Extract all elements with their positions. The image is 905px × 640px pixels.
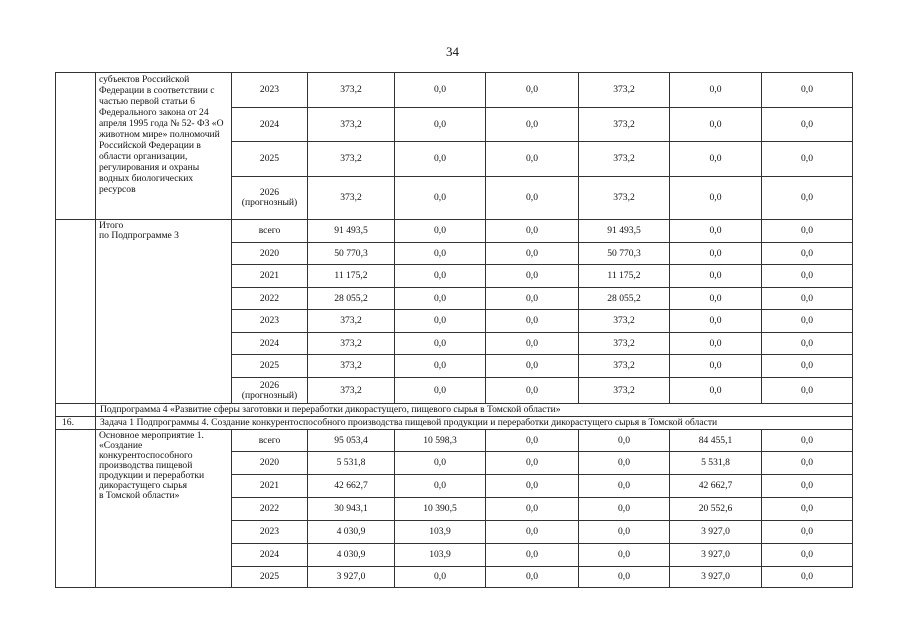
value-cell: 30 943,1 — [308, 498, 395, 521]
value-cell: 373,2 — [579, 333, 670, 355]
value-cell: 0,0 — [762, 265, 853, 288]
value-cell: 0,0 — [486, 475, 579, 498]
value-cell: 0,0 — [395, 265, 486, 288]
value-cell: 0,0 — [762, 544, 853, 567]
description-cell — [96, 220, 232, 404]
value-cell: 373,2 — [308, 142, 395, 177]
value-cell: 373,2 — [308, 177, 395, 220]
value-cell: 0,0 — [670, 243, 762, 265]
value-cell: 373,2 — [579, 108, 670, 142]
description-line: дикорастущего сырья — [99, 480, 187, 491]
value-cell: 0,0 — [395, 333, 486, 355]
value-cell: 0,0 — [486, 521, 579, 544]
value-cell: 0,0 — [579, 475, 670, 498]
value-cell: 0,0 — [486, 567, 579, 588]
value-cell: 373,2 — [308, 108, 395, 142]
value-cell: 0,0 — [486, 108, 579, 142]
value-cell: 103,9 — [395, 544, 486, 567]
value-cell: 42 662,7 — [670, 475, 762, 498]
value-cell: 0,0 — [762, 142, 853, 177]
value-cell: 0,0 — [670, 310, 762, 333]
value-cell: 28 055,2 — [308, 288, 395, 310]
value-cell: 0,0 — [395, 73, 486, 108]
value-cell: 0,0 — [395, 220, 486, 243]
description-line: конкурентоспособного — [99, 450, 193, 461]
value-cell: 0,0 — [579, 567, 670, 588]
value-cell: 103,9 — [395, 521, 486, 544]
year-cell — [232, 142, 308, 177]
year-label: 2020 — [259, 457, 280, 468]
value-cell: 373,2 — [579, 355, 670, 378]
year-cell — [232, 333, 308, 355]
year-label: 2020 — [259, 247, 280, 259]
value-cell: 0,0 — [670, 378, 762, 404]
year-label: 2025 — [259, 153, 280, 164]
index-cell — [56, 404, 96, 417]
value-cell: 0,0 — [486, 288, 579, 310]
value-cell: 373,2 — [308, 73, 395, 108]
value-cell: 373,2 — [579, 378, 670, 404]
year-cell — [232, 498, 308, 521]
value-cell: 0,0 — [762, 220, 853, 243]
value-cell: 0,0 — [579, 498, 670, 521]
value-cell: 0,0 — [486, 142, 579, 177]
value-cell: 5 531,8 — [670, 452, 762, 475]
value-cell: 373,2 — [308, 310, 395, 333]
value-cell: 0,0 — [486, 498, 579, 521]
subprogram-banner: Подпрограмма 4 «Развитие сферы заготовки и переработки дикорастущего, пищевого сырья в Томской области» — [96, 404, 853, 417]
value-cell: 0,0 — [395, 452, 486, 475]
value-cell: 0,0 — [762, 288, 853, 310]
year-label: всего — [258, 434, 281, 446]
year-cell — [232, 544, 308, 567]
year-cell — [232, 475, 308, 498]
value-cell: 0,0 — [670, 142, 762, 177]
value-cell: 0,0 — [395, 310, 486, 333]
value-cell: 20 552,6 — [670, 498, 762, 521]
year-label: 2025 — [259, 571, 280, 582]
year-label: 2022 — [259, 292, 280, 304]
value-cell: 0,0 — [762, 243, 853, 265]
year-label: всего — [258, 225, 281, 236]
year-label: 2024 — [259, 118, 280, 130]
year-label: 2025 — [259, 360, 280, 371]
value-cell: 0,0 — [395, 177, 486, 220]
value-cell: 0,0 — [579, 452, 670, 475]
value-cell: 0,0 — [762, 73, 853, 108]
value-cell: 4 030,9 — [308, 521, 395, 544]
year-cell — [232, 265, 308, 288]
year-cell — [232, 177, 308, 220]
year-label: 2024 — [259, 549, 280, 560]
year-label: 2022 — [259, 503, 280, 514]
value-cell: 0,0 — [486, 310, 579, 333]
value-cell: 0,0 — [486, 378, 579, 404]
value-cell: 0,0 — [486, 243, 579, 265]
value-cell: 0,0 — [762, 355, 853, 378]
page-number: 34 — [446, 44, 459, 59]
value-cell: 42 662,7 — [308, 475, 395, 498]
value-cell: 10 598,3 — [395, 430, 486, 452]
year-cell — [232, 310, 308, 333]
year-label: 2023 — [259, 315, 280, 326]
year-cell — [232, 108, 308, 142]
value-cell: 0,0 — [762, 521, 853, 544]
description-line: по Подпрограмме 3 — [99, 230, 179, 241]
year-cell — [232, 430, 308, 452]
description-cell — [96, 430, 232, 588]
description-line: в Томской области» — [99, 490, 180, 501]
value-cell: 0,0 — [670, 265, 762, 288]
value-cell: 3 927,0 — [670, 544, 762, 567]
value-cell: 0,0 — [670, 355, 762, 378]
value-cell: 0,0 — [579, 544, 670, 567]
description-line: Основное мероприятие 1. — [99, 430, 204, 441]
value-cell: 0,0 — [395, 475, 486, 498]
value-cell: 3 927,0 — [670, 521, 762, 544]
value-cell: 50 770,3 — [579, 243, 670, 265]
table-body — [56, 73, 853, 588]
year-cell — [232, 243, 308, 265]
value-cell: 11 175,2 — [579, 265, 670, 288]
value-cell: 0,0 — [762, 452, 853, 475]
value-cell: 0,0 — [762, 177, 853, 220]
value-cell: 0,0 — [486, 333, 579, 355]
value-cell: 0,0 — [762, 567, 853, 588]
value-cell: 91 493,5 — [308, 220, 395, 243]
index-cell — [56, 220, 96, 404]
value-cell: 373,2 — [308, 378, 395, 404]
description-cell: субъектов Российской Федерации в соответствии с частью первой статьи 6 Федерального закона от 24 апреля 1995 года № 52- ФЗ «О животном мире» полномочий Российской Федерации в области организации, регулирования и охраны водных биологических ресурсов — [96, 73, 232, 220]
value-cell: 0,0 — [762, 108, 853, 142]
value-cell: 0,0 — [486, 544, 579, 567]
value-cell: 0,0 — [395, 567, 486, 588]
value-cell: 0,0 — [395, 378, 486, 404]
description-line: Итого — [99, 220, 124, 231]
value-cell: 373,2 — [579, 142, 670, 177]
value-cell: 0,0 — [762, 498, 853, 521]
year-cell — [232, 378, 308, 404]
value-cell: 0,0 — [395, 142, 486, 177]
year-cell — [232, 288, 308, 310]
value-cell: 373,2 — [308, 333, 395, 355]
budget-table — [55, 72, 853, 588]
value-cell: 0,0 — [486, 265, 579, 288]
value-cell: 0,0 — [395, 108, 486, 142]
table-row — [56, 73, 853, 108]
value-cell: 28 055,2 — [579, 288, 670, 310]
value-cell: 95 053,4 — [308, 430, 395, 452]
value-cell: 0,0 — [395, 243, 486, 265]
value-cell: 0,0 — [762, 378, 853, 404]
task-row — [56, 417, 853, 430]
value-cell: 0,0 — [762, 333, 853, 355]
value-cell: 0,0 — [670, 288, 762, 310]
value-cell: 5 531,8 — [308, 452, 395, 475]
year-cell — [232, 220, 308, 243]
value-cell: 4 030,9 — [308, 544, 395, 567]
table-row — [56, 220, 853, 243]
year-label: 2026 — [259, 187, 280, 198]
value-cell: 0,0 — [486, 73, 579, 108]
value-cell: 0,0 — [486, 177, 579, 220]
task-banner: Задача 1 Подпрограммы 4. Создание конкурентоспособного производства пищевой продукции и переработки дикорастущего сырья в Томской области — [96, 417, 853, 430]
value-cell: 0,0 — [486, 452, 579, 475]
value-cell: 10 390,5 — [395, 498, 486, 521]
value-cell: 91 493,5 — [579, 220, 670, 243]
subprogram-row — [56, 404, 853, 417]
value-cell: 3 927,0 — [670, 567, 762, 588]
description-line: продукции и переработки — [99, 470, 205, 481]
year-label: 2024 — [259, 337, 280, 349]
value-cell: 373,2 — [579, 310, 670, 333]
year-label: 2021 — [259, 480, 280, 491]
description-line: «Создание — [99, 440, 143, 451]
index-cell — [56, 73, 96, 220]
value-cell: 50 770,3 — [308, 243, 395, 265]
value-cell: 11 175,2 — [308, 265, 395, 288]
value-cell: 373,2 — [308, 355, 395, 378]
value-cell: 0,0 — [579, 521, 670, 544]
year-cell — [232, 521, 308, 544]
value-cell: 0,0 — [395, 355, 486, 378]
value-cell: 0,0 — [670, 333, 762, 355]
year-note: (прогнозный) — [241, 197, 298, 208]
year-cell — [232, 452, 308, 475]
value-cell: 0,0 — [670, 177, 762, 220]
year-cell — [232, 567, 308, 588]
task-index: 16. — [56, 417, 96, 430]
value-cell: 0,0 — [486, 430, 579, 452]
value-cell: 373,2 — [579, 73, 670, 108]
value-cell: 0,0 — [670, 220, 762, 243]
table-row — [56, 430, 853, 452]
year-cell — [232, 73, 308, 108]
value-cell: 0,0 — [670, 73, 762, 108]
index-cell — [56, 430, 96, 588]
value-cell: 373,2 — [579, 177, 670, 220]
value-cell: 0,0 — [579, 430, 670, 452]
value-cell: 0,0 — [395, 288, 486, 310]
value-cell: 0,0 — [762, 310, 853, 333]
year-label: 2026 — [259, 379, 280, 391]
value-cell: 84 455,1 — [670, 430, 762, 452]
value-cell: 0,0 — [762, 430, 853, 452]
value-cell: 0,0 — [486, 220, 579, 243]
year-label: 2021 — [259, 270, 280, 281]
value-cell: 0,0 — [670, 108, 762, 142]
value-cell: 3 927,0 — [308, 567, 395, 588]
value-cell: 0,0 — [486, 355, 579, 378]
year-label: 2023 — [259, 84, 280, 95]
description-line: производства пищевой — [99, 460, 193, 471]
value-cell: 0,0 — [762, 475, 853, 498]
year-cell — [232, 355, 308, 378]
year-note: (прогнозный) — [241, 389, 298, 401]
year-label: 2023 — [259, 526, 280, 537]
